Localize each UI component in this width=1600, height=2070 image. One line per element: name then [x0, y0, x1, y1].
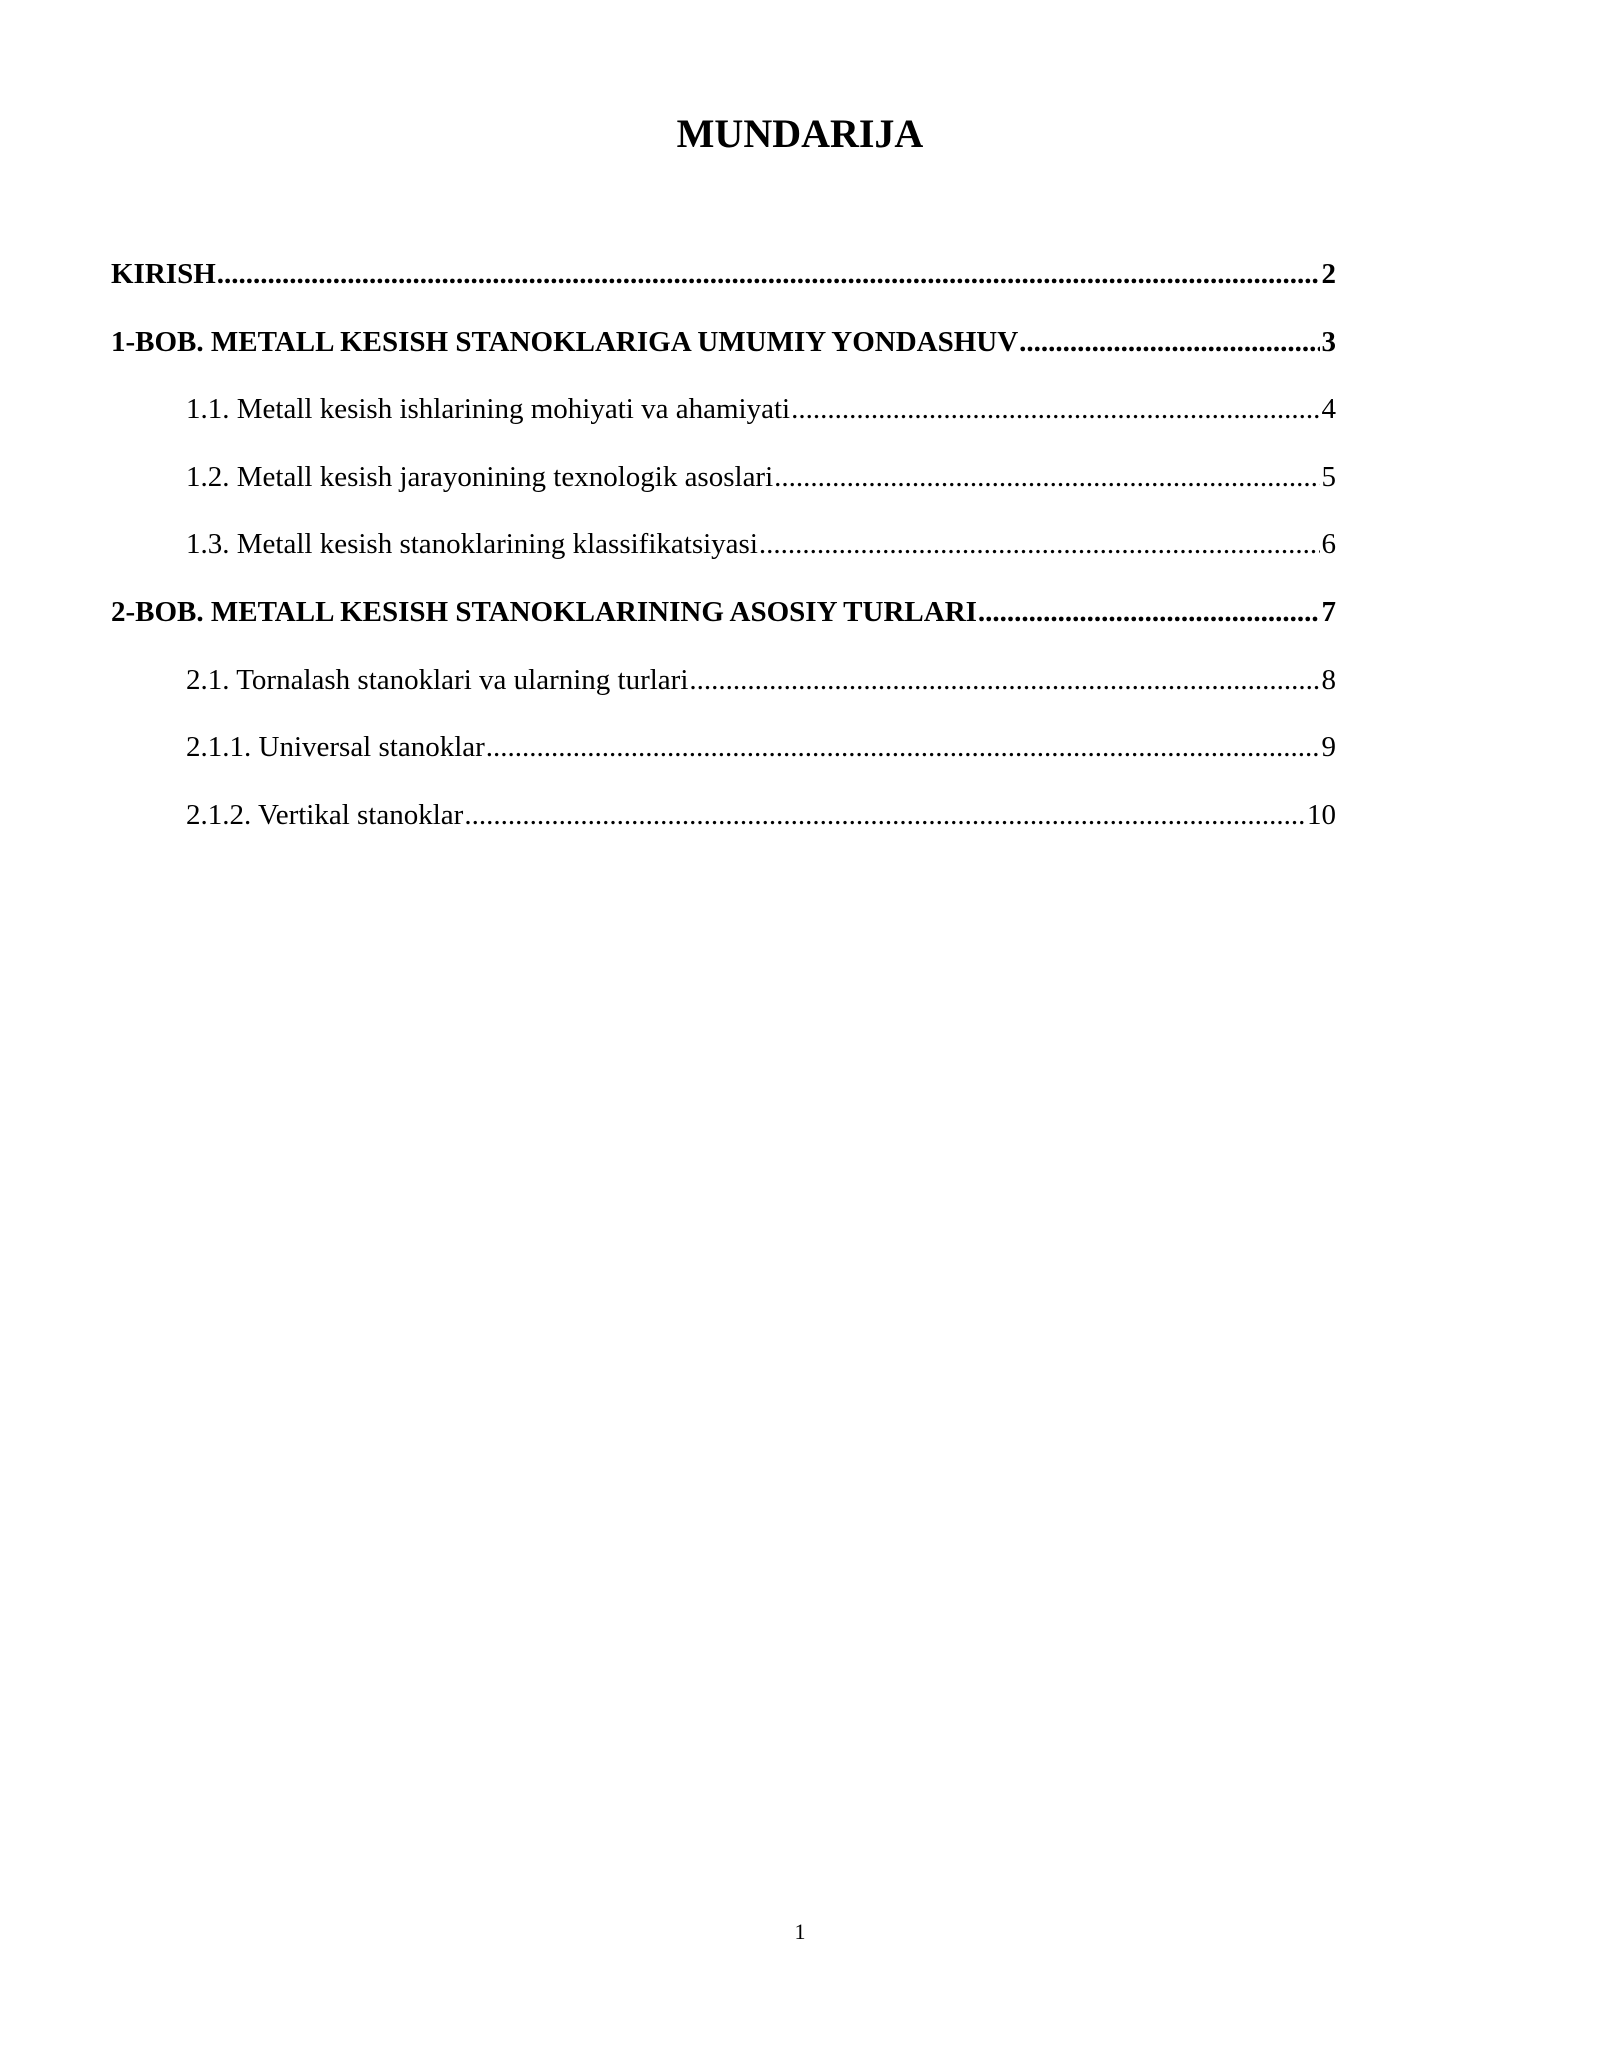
- toc-entry-label: 1-BOB. METALL KESISH STANOKLARIGA UMUMIY YONDASHUV: [111, 325, 1019, 358]
- toc-entry-label: KIRISH: [111, 258, 216, 290]
- toc-dot-leader: [217, 252, 1320, 296]
- table-of-contents: [111, 252, 1336, 860]
- toc-dot-leader: [1019, 320, 1319, 364]
- toc-entry-page: 6: [1321, 528, 1336, 561]
- toc-entry-page: 5: [1321, 460, 1336, 493]
- toc-entry-label: 2.1.2. Vertikal stanoklar: [186, 798, 464, 831]
- toc-entry-label: 1.3. Metall kesish stanoklarining klassifikatsiyasi: [186, 528, 758, 561]
- toc-entry-section-1-3[interactable]: [111, 522, 1336, 590]
- toc-entry-section-1-1[interactable]: [111, 387, 1336, 455]
- toc-dot-leader: [791, 387, 1319, 431]
- toc-entry-chapter-2[interactable]: [111, 590, 1336, 658]
- page-title: MUNDARIJA: [676, 111, 924, 156]
- toc-dot-leader: [759, 522, 1320, 566]
- toc-dot-leader: [486, 725, 1320, 769]
- toc-dot-leader: [689, 658, 1319, 702]
- toc-entry-chapter-1[interactable]: [111, 320, 1336, 388]
- toc-dot-leader: [978, 590, 1320, 634]
- toc-entry-section-1-2[interactable]: [111, 455, 1336, 523]
- toc-entry-page: 7: [1321, 595, 1336, 628]
- toc-entry-section-2-1-1[interactable]: [111, 725, 1336, 793]
- toc-entry-page: 4: [1321, 393, 1336, 426]
- toc-entry-kirish[interactable]: [111, 252, 1336, 320]
- toc-dot-leader: [464, 793, 1305, 837]
- toc-entry-label: 1.1. Metall kesish ishlarining mohiyati va ahamiyati: [186, 393, 791, 426]
- toc-entry-section-2-1-2[interactable]: [111, 793, 1336, 861]
- toc-entry-label: 2-BOB. METALL KESISH STANOKLARINING ASOSIY TURLARI: [111, 595, 977, 628]
- page-number: 1: [794, 1919, 806, 1944]
- toc-entry-label: 2.1. Tornalash stanoklari va ularning turlari: [186, 663, 689, 696]
- toc-entry-label: 1.2. Metall kesish jarayonining texnologik asoslari: [186, 460, 774, 493]
- toc-entry-page: 2: [1321, 258, 1336, 290]
- toc-dot-leader: [774, 455, 1319, 499]
- toc-entry-page: 10: [1307, 798, 1336, 831]
- toc-entry-label: 2.1.1. Universal stanoklar: [186, 731, 485, 764]
- toc-entry-page: 9: [1321, 731, 1336, 764]
- toc-entry-page: 8: [1321, 663, 1336, 696]
- toc-entry-section-2-1[interactable]: [111, 658, 1336, 726]
- toc-entry-page: 3: [1321, 325, 1336, 358]
